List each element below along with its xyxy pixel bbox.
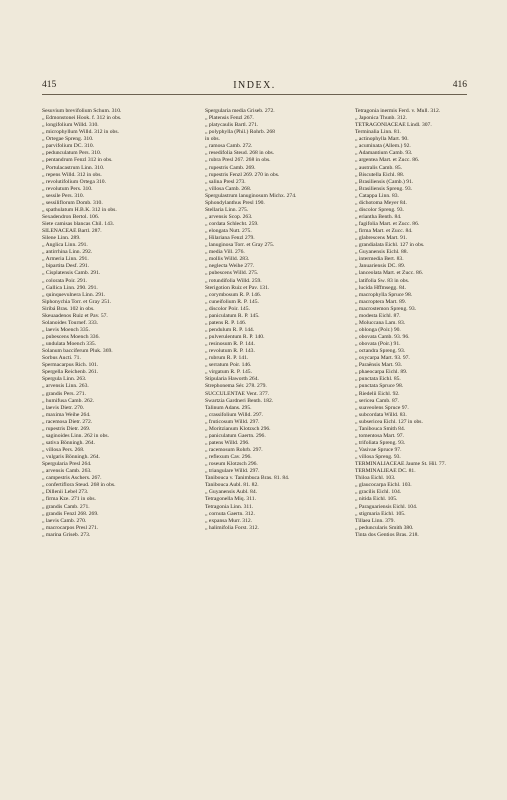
index-entry: Spergella Reichenb. 261. bbox=[42, 369, 99, 376]
index-entry: „ revolutifolium Ortega 310. bbox=[42, 178, 107, 185]
index-entry: „ Platensis Fenzl 267. bbox=[205, 115, 254, 122]
index-entry: Tillaea Linn. 379. bbox=[355, 517, 395, 524]
index-entry: „ glabrescens Mart. 91. bbox=[355, 235, 408, 242]
index-entry: „ eriantha Benth. 84. bbox=[355, 213, 402, 220]
index-entry: Spergulastrum lanuginosum Michx. 274. bbox=[205, 192, 297, 199]
index-entry: TETRAGONIACEAE Lindl. 307. bbox=[355, 122, 432, 129]
index-entry: „ resinosum R. P. 144. bbox=[205, 341, 255, 348]
index-entry: „ Brasiliensis (Camb.) 91. bbox=[355, 178, 414, 185]
index-entry: „ Hilariana Fenzl 279. bbox=[205, 235, 255, 242]
index-entry: „ corymbosum R. P. 146. bbox=[205, 291, 262, 298]
index-entry: „ humifusa Camb. 262. bbox=[42, 397, 95, 404]
index-entry: „ expansa Murr. 312. bbox=[205, 517, 253, 524]
index-entry: „ pulverulentum R. P. 140. bbox=[205, 334, 265, 340]
index-entry: TERMINALIEAE DC. 81. bbox=[355, 468, 416, 475]
index-entry: „ grandialata Eichl. 127 in obs. bbox=[355, 242, 425, 249]
index-entry: „ tomentosa Mart. 97. bbox=[355, 432, 404, 439]
index-entry: „ arvensis Scop. 263. bbox=[205, 213, 253, 220]
index-entry: „ Biscutella Eichl. 88. bbox=[355, 171, 405, 178]
header-rule bbox=[42, 94, 467, 95]
index-entry: „ acuminata (Allem.) 92. bbox=[355, 143, 411, 150]
index-entry: „ racemosa Dietr. 272. bbox=[42, 418, 93, 425]
index-entry: „ Brasiliensis Spreng. 93. bbox=[355, 185, 413, 192]
index-entry: „ subcordata Willd. 83. bbox=[355, 411, 407, 418]
index-entry: „ grandis Camb. 271. bbox=[42, 503, 90, 510]
index-entry: „ gracilis Eichl. 104. bbox=[355, 489, 402, 496]
index-entry: Silene Linn. 289. bbox=[42, 235, 81, 242]
index-entry: „ reflexum Cav. 296. bbox=[205, 454, 252, 461]
index-entry: „ repens Willd. 312 in obs. bbox=[42, 171, 102, 178]
index-entry: „ revolutum Pers. 310. bbox=[42, 185, 93, 192]
index-entry: „ australis Camb. 85. bbox=[355, 164, 403, 171]
index-entry: „ Armeria Linn. 291. bbox=[42, 256, 89, 263]
index-entry: Stipularia Haworth 264. bbox=[205, 376, 259, 383]
index-entry: „ octandra Spreng. 93. bbox=[355, 348, 406, 355]
index-entry: Sphondylanthus Presl 190. bbox=[205, 199, 265, 206]
index-entry: „ patens R. P. 146. bbox=[205, 319, 247, 326]
index-entry: „ crassifolium Willd. 297. bbox=[205, 411, 263, 418]
index-entry: „ villosa Camb. 268. bbox=[205, 185, 252, 192]
index-entry: „ media Vill. 276. bbox=[205, 249, 245, 256]
index-entry: „ Guyanensis Aubl. 84. bbox=[205, 489, 258, 496]
index-entry: SILENACEAE Bartl. 287. bbox=[42, 228, 102, 235]
index-entry: „ Guyanensis Eichl. 88. bbox=[355, 249, 408, 256]
index-entry: „ Moluccana Lam. 83. bbox=[355, 319, 406, 326]
index-entry: „ roseum Klotzsch 296. bbox=[205, 461, 258, 468]
index-entry: „ sessile Pers. 310. bbox=[42, 192, 85, 199]
index-entry: „ sativa Bönningh. 264. bbox=[42, 439, 95, 446]
index-entry: Solanoides Tournef. 333. bbox=[42, 319, 99, 326]
index-entry: Tetragonia inermis Ferd. v. Mull. 312. bbox=[355, 108, 441, 114]
index-entry: „ neglecta Weihe 277. bbox=[205, 263, 255, 270]
index-entry: „ fruticosum Willd. 297. bbox=[205, 418, 260, 425]
index-entry: „ villosa Pers. 268. bbox=[42, 447, 85, 453]
index-entry: „ Paraguariensis Eichl. 104. bbox=[355, 503, 418, 510]
index-entry: „ phaeocarpa Eichl. 89. bbox=[355, 369, 408, 376]
index-entry: „ grandis Fenzl 268. 269. bbox=[42, 510, 99, 517]
index-entry: „ quinquevulnera Linn. 291. bbox=[42, 291, 106, 298]
index-entry: „ firma Mart. et Zucc. 84. bbox=[355, 228, 413, 235]
index-entry: „ parvifolium DC. 310. bbox=[42, 143, 95, 150]
index-entry: Swartzia Gardneri Benth. 182. bbox=[205, 397, 274, 404]
index-entry: „ Portulacastrum Linn. 310. bbox=[42, 164, 105, 171]
page-header bbox=[42, 80, 467, 94]
index-entry: Tinta dos Gentios Bras. 218. bbox=[355, 531, 419, 538]
index-entry: „ cornuta Gaertn. 312. bbox=[205, 510, 255, 517]
index-entry: Tetragonia Linn. 311. bbox=[205, 503, 254, 510]
index-entry: „ elongata Nutt. 275. bbox=[205, 228, 252, 235]
index-entry: „ longifolium Willd. 310. bbox=[42, 122, 99, 129]
index-entry: „ Paraënsis Mart. 93. bbox=[355, 362, 403, 369]
index-entry: Solanum bacciferum Pluk. 369. bbox=[42, 348, 113, 355]
index-entry: „ confertiflora Steud. 268 in obs. bbox=[42, 482, 116, 489]
index-entry: „ laevis Dietr. 270. bbox=[42, 404, 85, 411]
index-entry: „ ramosa Camb. 272. bbox=[205, 143, 253, 150]
index-entry: Sorbus Aucti. 71. bbox=[42, 355, 81, 362]
index-entry: Tetragonella Miq. 311. bbox=[205, 496, 256, 503]
index-entry: „ paniculatum Gaertn. 296. bbox=[205, 432, 266, 439]
index-entry: „ nitida Eichl. 105. bbox=[355, 496, 398, 503]
index-entry: „ actinophylla Mart. 90. bbox=[355, 136, 409, 143]
index-entry: „ Riedelii Eichl. 92. bbox=[355, 390, 400, 397]
index-entry: „ rubra Presl 267. 268 in obs. bbox=[205, 157, 271, 164]
index-entry: „ Anglica Linn. 291. bbox=[42, 242, 88, 249]
index-entry: „ peduncularis Smith 380. bbox=[355, 524, 414, 531]
index-entry: „ sessiliflorum Domb. 310. bbox=[42, 199, 103, 206]
index-entry: „ pentandrum Fenzl 312 in obs. bbox=[42, 157, 113, 164]
index-entry: „ mollis Willd. 283. bbox=[205, 256, 250, 263]
index-entry: „ Catappa Linn. 83. bbox=[355, 192, 399, 199]
index-entry: „ colorata Poir. 291. bbox=[42, 277, 87, 284]
index-entry: „ modesta Eichl. 87. bbox=[355, 312, 401, 319]
index-entry: „ lanuginosa Torr. et Gray 275. bbox=[205, 242, 275, 249]
index-entry: „ sericea Camb. 87. bbox=[355, 397, 399, 404]
index-entry: „ glaucocarpa Eichl. 103. bbox=[355, 482, 412, 489]
right-page-number: 416 bbox=[452, 80, 467, 90]
index-entry: „ oxycarpa Mart. 93. 97. bbox=[355, 355, 410, 362]
index-entry: Spergularia media Griseb. 272. bbox=[205, 108, 275, 114]
index-entry: Tanibouca Aubl. 81. 82. bbox=[205, 482, 259, 489]
index-entry: „ racemosum Rohrb. 297. bbox=[205, 447, 263, 453]
index-entry: „ paniculatum R. P. 145. bbox=[205, 312, 260, 319]
index-entry: „ oblonga (Poir.) 90. bbox=[355, 326, 401, 333]
index-entry: „ vulgaris Bönningh. 264. bbox=[42, 454, 100, 461]
index-entry: „ arvensis Linn. 263. bbox=[42, 383, 89, 390]
index-entry: „ Vasivae Spruce 97. bbox=[355, 447, 402, 453]
index-entry: Strephonema Sér. 278. 279. bbox=[205, 383, 267, 390]
index-entry: „ pendulum R. P. 144. bbox=[205, 326, 255, 333]
index-entry: „ firma Kze. 271 in obs. bbox=[42, 496, 96, 503]
index-entry: „ Cisplatensis Camb. 291. bbox=[42, 270, 101, 277]
index-entry: „ macroptera Mart. 89. bbox=[355, 298, 407, 305]
index-entry: „ rupestris Camb. 269. bbox=[205, 164, 256, 171]
index-entry: „ Gallica Linn. 290. 291. bbox=[42, 284, 98, 291]
index-entry: „ laevis Camb. 270. bbox=[42, 517, 87, 524]
index-entry: Thiloa Eichl. 103. bbox=[355, 475, 396, 482]
index-entry: „ macrocarpos Presl 271. bbox=[42, 524, 99, 531]
index-entry: Spergularia Presl 264. bbox=[42, 461, 92, 468]
index-entry: „ pubescens Willd. 275. bbox=[205, 270, 259, 277]
index-entry: „ Januariensis DC. 89. bbox=[355, 263, 406, 270]
index-entry: Skeuaadenos Ruiz et Pav. 57. bbox=[42, 312, 108, 319]
index-entry: „ suaveolens Spruce 97. bbox=[355, 404, 409, 411]
index-entry: Sesuvium brevifolium Schum. 310. bbox=[42, 108, 122, 114]
index-entry: „ cuneifolium R. P. 145. bbox=[205, 298, 259, 305]
index-entry: „ dichotoma Meyer 84. bbox=[355, 199, 407, 206]
index-entry: „ villosa Spreng. 93. bbox=[355, 454, 401, 461]
index-entry: „ discolor Poir. 145. bbox=[205, 305, 250, 312]
index-entry: „ fagifolia Mart. et Zucc. 86. bbox=[355, 221, 420, 227]
index-entry: „ grandis Pers. 271. bbox=[42, 390, 86, 397]
index-entry: Sterigotion Ruiz et Pav. 131. bbox=[205, 284, 270, 291]
index-entry: „ polyphylla (Phil.) Rohrb. 268 bbox=[205, 129, 275, 136]
index-entry: in obs. bbox=[205, 136, 220, 143]
index-entry: „ Tanibouca Smith 84. bbox=[355, 425, 406, 432]
index-entry: „ microphyllum Willd. 312 in obs. bbox=[42, 129, 119, 136]
index-entry: „ resedifolia Steud. 268 in obs. bbox=[205, 150, 275, 157]
index-entry: „ saginoides Linn. 262 in obs. bbox=[42, 432, 109, 439]
index-entry: „ marina Griseb. 273. bbox=[42, 531, 91, 538]
index-entry: „ trifoliata Spreng. 93. bbox=[355, 439, 406, 446]
index-entry: „ campestris Aschers. 267. bbox=[42, 475, 102, 482]
index-entry: „ halimifolia Forst. 312. bbox=[205, 524, 259, 531]
index-entry: „ bipartita Desf. 291. bbox=[42, 263, 90, 270]
index-entry: „ maxima Weihe 264. bbox=[42, 411, 91, 418]
index-entry: „ pedunculatum Pers. 310. bbox=[42, 150, 102, 157]
index-entry: „ intermedia Bert. 83. bbox=[355, 256, 404, 263]
index-entry: „ Ortegae Spreng. 310. bbox=[42, 136, 94, 143]
index-column-3 bbox=[355, 108, 503, 539]
index-entry: „ serratum Poir. 146. bbox=[205, 362, 252, 369]
index-entry: „ virgatum R. P. 145. bbox=[205, 369, 252, 376]
index-entry: „ patens Willd. 296. bbox=[205, 439, 250, 446]
index-entry: „ obovata (Poir.) 91. bbox=[355, 341, 401, 348]
index-entry: „ rubrum R. P. 141. bbox=[205, 355, 249, 362]
index-entry: „ punctata Spruce 98. bbox=[355, 383, 404, 390]
index-entry: „ argentea Mart. et Zucc. 86. bbox=[355, 157, 420, 164]
index-entry: TERMINALIACEAE Jaume St. Hil. 77. bbox=[355, 461, 446, 468]
index-column-2 bbox=[205, 108, 353, 532]
index-entry: „ spathulatum H.B.K. 312 in obs. bbox=[42, 206, 117, 213]
index-entry: „ salina Presl 273. bbox=[205, 178, 246, 185]
index-entry: Sexadendron Bertol. 106. bbox=[42, 213, 100, 220]
index-entry: „ rupestris Fenzl 269. 270 in obs. bbox=[205, 171, 280, 178]
index-entry: Spergula Linn. 263. bbox=[42, 376, 87, 383]
index-entry: Talinum Adans. 295. bbox=[205, 404, 252, 411]
index-entry: Siete camisas blancas Chil. 143. bbox=[42, 221, 115, 227]
index-entry: „ undulata Moench 335. bbox=[42, 341, 97, 348]
index-entry: Siribá Bras. 102 in obs. bbox=[42, 305, 95, 312]
index-entry: „ arvensis Camb. 263. bbox=[42, 468, 92, 475]
index-entry: „ antirrhina Linn. 292. bbox=[42, 249, 93, 256]
index-entry: „ macrostemon Spreng. 93. bbox=[355, 305, 417, 312]
page-title: INDEX. bbox=[233, 80, 276, 91]
index-entry: „ Moritzianum Klotzsch 296. bbox=[205, 425, 271, 432]
index-entry: „ Edmonstonei Hook. f. 312 in obs. bbox=[42, 115, 122, 122]
index-entry: Siphonychia Torr. et Gray 251. bbox=[42, 298, 112, 305]
index-entry: „ lanceolata Mart. et Zucc. 86. bbox=[355, 270, 424, 277]
index-entry: Stellaria Linn. 275. bbox=[205, 206, 249, 213]
index-entry: „ laevis Moench 335. bbox=[42, 326, 90, 333]
index-entry: „ stigmaria Eichl. 105. bbox=[355, 510, 406, 517]
index-entry: „ punctata Eichl. 85. bbox=[355, 376, 401, 383]
index-entry: „ Dillenii Lebel 273. bbox=[42, 489, 89, 496]
index-entry: „ platycaulis Bartl. 271. bbox=[205, 122, 259, 129]
index-entry: „ lucida Hffmsegg. 84. bbox=[355, 284, 407, 291]
index-entry: „ Adamantium Camb. 93. bbox=[355, 150, 413, 157]
index-entry: „ discolor Spreng. 93. bbox=[355, 206, 404, 213]
index-entry: „ latifolia Sw. 83 in obs. bbox=[355, 277, 410, 284]
index-entry: „ rotundifolia Willd. 259. bbox=[205, 277, 262, 284]
index-entry: „ revolutum R. P. 143. bbox=[205, 348, 255, 355]
index-entry: „ Japonica Thunb. 312. bbox=[355, 115, 407, 122]
index-entry: „ pubescens Moench 336. bbox=[42, 334, 100, 340]
index-entry: „ obovata Camb. 93. 96. bbox=[355, 334, 410, 340]
index-entry: „ rupestris Dietr. 269. bbox=[42, 425, 91, 432]
index-entry: „ subsericea Eichl. 127 in obs. bbox=[355, 418, 423, 425]
index-entry: „ triangulare Willd. 297. bbox=[205, 468, 260, 475]
index-entry: Tanibouca v. Tanimbuca Bras. 81. 84. bbox=[205, 475, 290, 482]
left-page-number: 415 bbox=[42, 80, 57, 90]
index-entry: „ cordata Schlecht. 259. bbox=[205, 221, 259, 227]
index-entry: SUCCULENTAE Vent. 377. bbox=[205, 390, 270, 397]
index-entry: Spermacarpus Rich. 101. bbox=[42, 362, 99, 369]
index-entry: Terminalia Linn. 81. bbox=[355, 129, 401, 136]
index-column-1 bbox=[42, 108, 190, 539]
index-entry: „ macrophylla Spruce 98. bbox=[355, 291, 413, 298]
